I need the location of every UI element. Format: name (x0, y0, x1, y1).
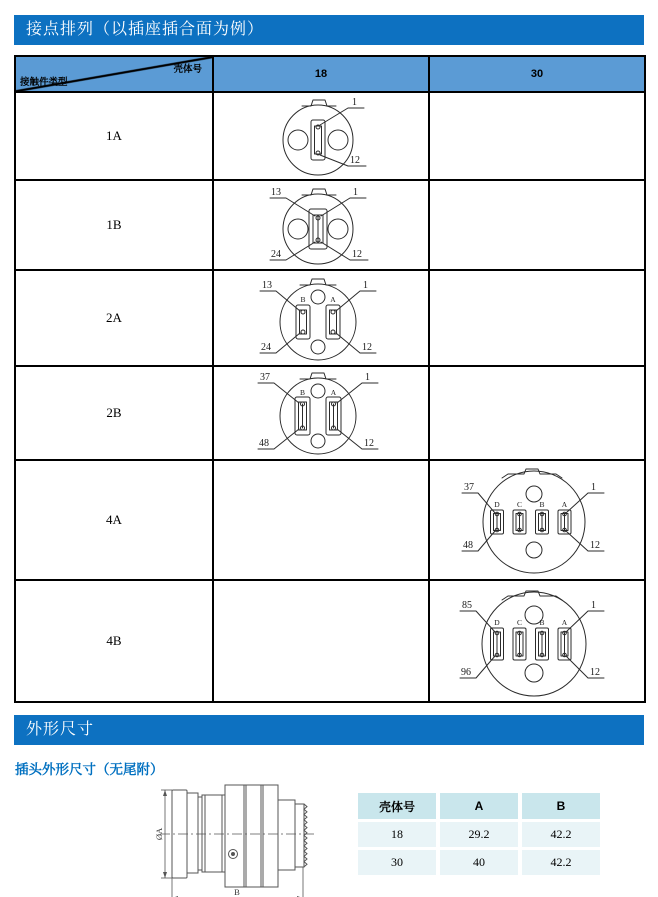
table-row (15, 580, 645, 702)
insert-letter-C: C (516, 500, 523, 509)
pin-label-top-right: 1 (353, 187, 358, 198)
diagram-cell-1A-18 (213, 92, 429, 180)
pin-label-bottom-left: 48 (463, 540, 473, 551)
pin-label-top-right: 1 (352, 97, 357, 108)
section-title-contact-arrangement: 接点排列（以插座插合面为例） (14, 15, 644, 45)
diagram-cell-2B-18 (213, 366, 429, 460)
column-header-shell-30: 30 (429, 56, 645, 92)
dim-table-row (358, 850, 600, 875)
diagram-cell-1B-18 (213, 180, 429, 270)
diagram-cell-2A-18 (213, 270, 429, 366)
dim-header-b: B (522, 793, 600, 819)
connector-face-diagram-2A (214, 271, 428, 365)
diagram-cell-4A-30 (429, 460, 645, 580)
empty-cell (429, 92, 645, 180)
pin-label-top-left: 13 (271, 187, 281, 198)
length-label: B (234, 887, 240, 897)
connector-face-diagram-4B (430, 581, 644, 701)
empty-cell (213, 580, 429, 702)
empty-cell (429, 180, 645, 270)
section-title-outline-dimensions: 外形尺寸 (14, 715, 644, 745)
dim-a-value: 29.2 (440, 822, 518, 847)
contact-type-label: 2B (15, 366, 213, 460)
dim-shell-value: 30 (358, 850, 436, 875)
pin-label-bottom-right: 12 (590, 667, 600, 678)
insert-letter-D: D (494, 500, 500, 509)
pin-label-top-right: 1 (363, 280, 368, 291)
dim-table-row (358, 822, 600, 847)
header-shell-number: 壳体号 (173, 64, 202, 75)
plug-side-view-drawing (140, 780, 340, 897)
contact-type-label: 4A (15, 460, 213, 580)
contact-type-label: 1A (15, 92, 213, 180)
pin-label-top-right: 1 (365, 372, 370, 383)
column-header-shell-18: 18 (213, 56, 429, 92)
table-row (15, 366, 645, 460)
table-row (15, 180, 645, 270)
pin-label-top-left: 37 (260, 372, 270, 383)
dim-shell-value: 18 (358, 822, 436, 847)
dim-table-header-row (358, 793, 600, 819)
pin-label-top-right: 1 (591, 482, 596, 493)
pin-label-bottom-right: 12 (364, 438, 374, 449)
table-row (15, 460, 645, 580)
insert-letter-A: A (561, 500, 568, 509)
pin-label-bottom-left: 48 (259, 438, 269, 449)
pin-label-top-left: 13 (262, 280, 272, 291)
pin-label-bottom-left: 24 (271, 249, 281, 260)
contact-type-label: 1B (15, 180, 213, 270)
connector-face-diagram-4A (430, 461, 644, 579)
pin-label-bottom-right: 12 (590, 540, 600, 551)
empty-cell (429, 270, 645, 366)
dim-b-value: 42.2 (522, 822, 600, 847)
pin-label-bottom-right: 12 (352, 249, 362, 260)
dim-header-shell: 壳体号 (358, 793, 436, 819)
pin-label-bottom-left: 24 (261, 342, 271, 353)
insert-letter-B: B (299, 388, 306, 397)
insert-letter-A: A (330, 295, 336, 304)
diagram-cell-4B-30 (429, 580, 645, 702)
dimension-length (172, 867, 303, 897)
connector-face-diagram-2B (214, 367, 428, 459)
pin-label-bottom-right: 12 (350, 155, 360, 166)
header-contact-type: 接触件类型 (20, 77, 68, 88)
insert-letter-B: B (539, 618, 545, 627)
dim-a-value: 40 (440, 850, 518, 875)
table-row (15, 92, 645, 180)
pin-label-top-right: 1 (591, 600, 596, 611)
insert-letter-C: C (516, 618, 523, 627)
connector-face-diagram-1A (214, 93, 428, 179)
table-row (15, 270, 645, 366)
connector-face-diagram-1B (214, 181, 428, 269)
table-header-row (15, 56, 645, 92)
contact-type-label: 4B (15, 580, 213, 702)
shell-dimension-table (354, 790, 604, 878)
plug-outline-subtitle: 插头外形尺寸（无尾附） (15, 762, 164, 777)
pin-label-bottom-right: 12 (362, 342, 372, 353)
diagonal-header-cell (15, 56, 213, 92)
contact-arrangement-table (14, 55, 646, 703)
pin-label-bottom-left: 96 (461, 667, 471, 678)
insert-letter-A: A (330, 388, 337, 397)
dim-header-a: A (440, 793, 518, 819)
empty-cell (213, 460, 429, 580)
insert-letter-D: D (494, 618, 500, 627)
contact-type-label: 2A (15, 270, 213, 366)
insert-letter-B: B (300, 295, 306, 304)
dim-b-value: 42.2 (522, 850, 600, 875)
insert-letter-B: B (539, 500, 545, 509)
outline-dimensions-block (0, 780, 658, 897)
pin-label-top-left: 85 (462, 600, 472, 611)
pin-label-top-left: 37 (464, 482, 474, 493)
empty-cell (429, 366, 645, 460)
diameter-label: ØA (154, 827, 164, 841)
insert-letter-A: A (561, 618, 568, 627)
